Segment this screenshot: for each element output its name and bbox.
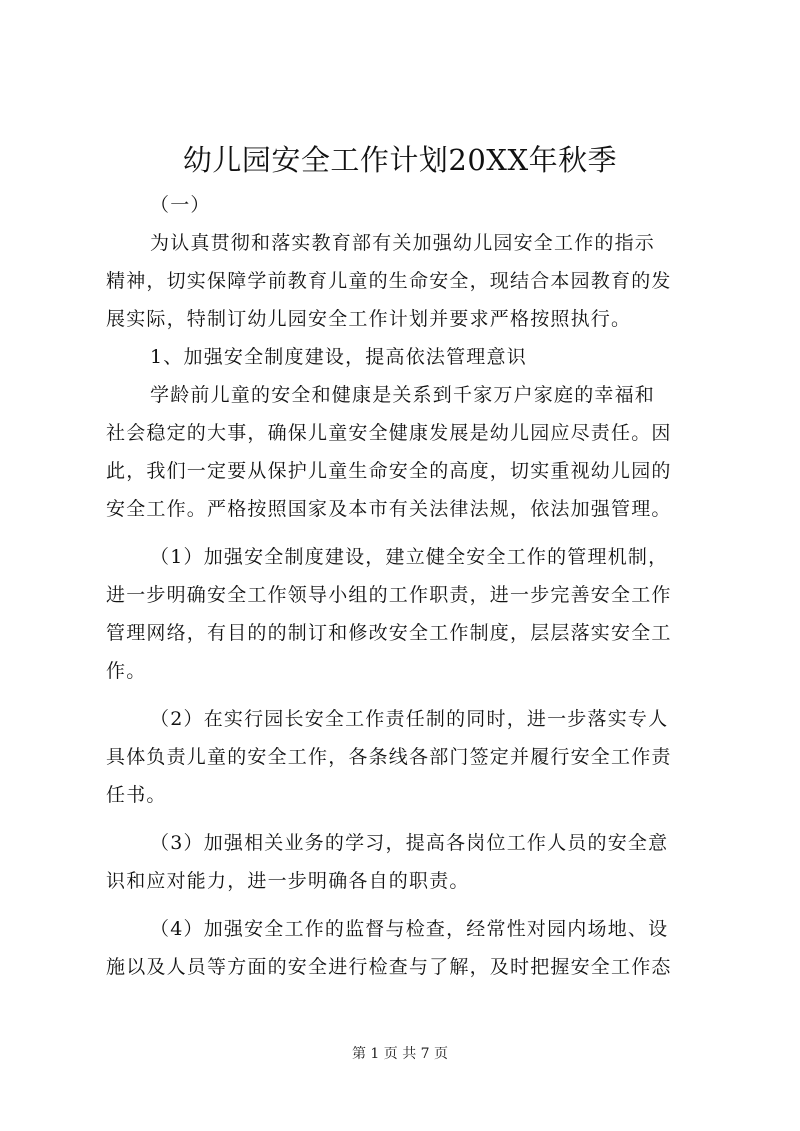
paragraph-line: 具体负责儿童的安全工作，各条线各部门签定并履行安全工作责 [106,746,672,768]
section-heading-1 [106,338,710,376]
section-number [106,186,710,224]
paragraph-line: 施以及人员等方面的安全进行检查与了解，及时把握安全工作态 [106,956,672,978]
paragraph-line: 任书。 [106,784,167,806]
document-title: 幼儿园安全工作计划20XX年秋季 [182,143,618,177]
paragraph-line: （1）加强安全制度建设，建立健全安全工作的管理机制， [150,546,669,568]
paragraph-importance [106,376,710,528]
paragraph-line: 社会稳定的大事，确保儿童安全健康发展是幼儿园应尽责任。因 [106,422,672,444]
paragraph-line: 为认真贯彻和落实教育部有关加强幼儿园安全工作的指示 [150,232,656,254]
paragraph-line: 作。 [106,660,147,682]
document-body [106,186,710,986]
section-number-text: （一） [150,194,211,216]
paragraph-line: （2）在实行园长安全工作责任制的同时，进一步落实专人 [150,708,669,730]
paragraph-line: 管理网络，有目的的制订和修改安全工作制度，层层落实安全工 [106,622,672,644]
paragraph-item-2 [106,700,710,814]
paragraph-line: 学龄前儿童的安全和健康是关系到千家万户家庭的幸福和 [150,384,656,406]
paragraph-line: （4）加强安全工作的监督与检查，经常性对园内场地、设 [150,918,669,940]
paragraph-item-1 [106,538,710,690]
paragraph-line: 精神，切实保障学前教育儿童的生命安全，现结合本园教育的发 [106,270,672,292]
paragraph-line: 识和应对能力，进一步明确各自的职责。 [106,870,470,892]
paragraph-line: 此，我们一定要从保护儿童生命安全的高度，切实重视幼儿园的 [106,460,672,482]
page-number-footer: 第 1 页 共 7 页 [351,1046,449,1062]
paragraph-intro [106,224,710,338]
paragraph-item-3 [106,824,710,900]
paragraph-line: （3）加强相关业务的学习，提高各岗位工作人员的安全意 [150,832,669,854]
section-heading-text: 1、加强安全制度建设，提高依法管理意识 [150,346,527,368]
paragraph-item-4 [106,910,710,986]
paragraph-line: 进一步明确安全工作领导小组的工作职责，进一步完善安全工作 [106,584,672,606]
paragraph-line: 展实际，特制订幼儿园安全工作计划并要求严格按照执行。 [106,308,632,330]
paragraph-line: 安全工作。严格按照国家及本市有关法律法规，依法加强管理。 [106,498,672,520]
